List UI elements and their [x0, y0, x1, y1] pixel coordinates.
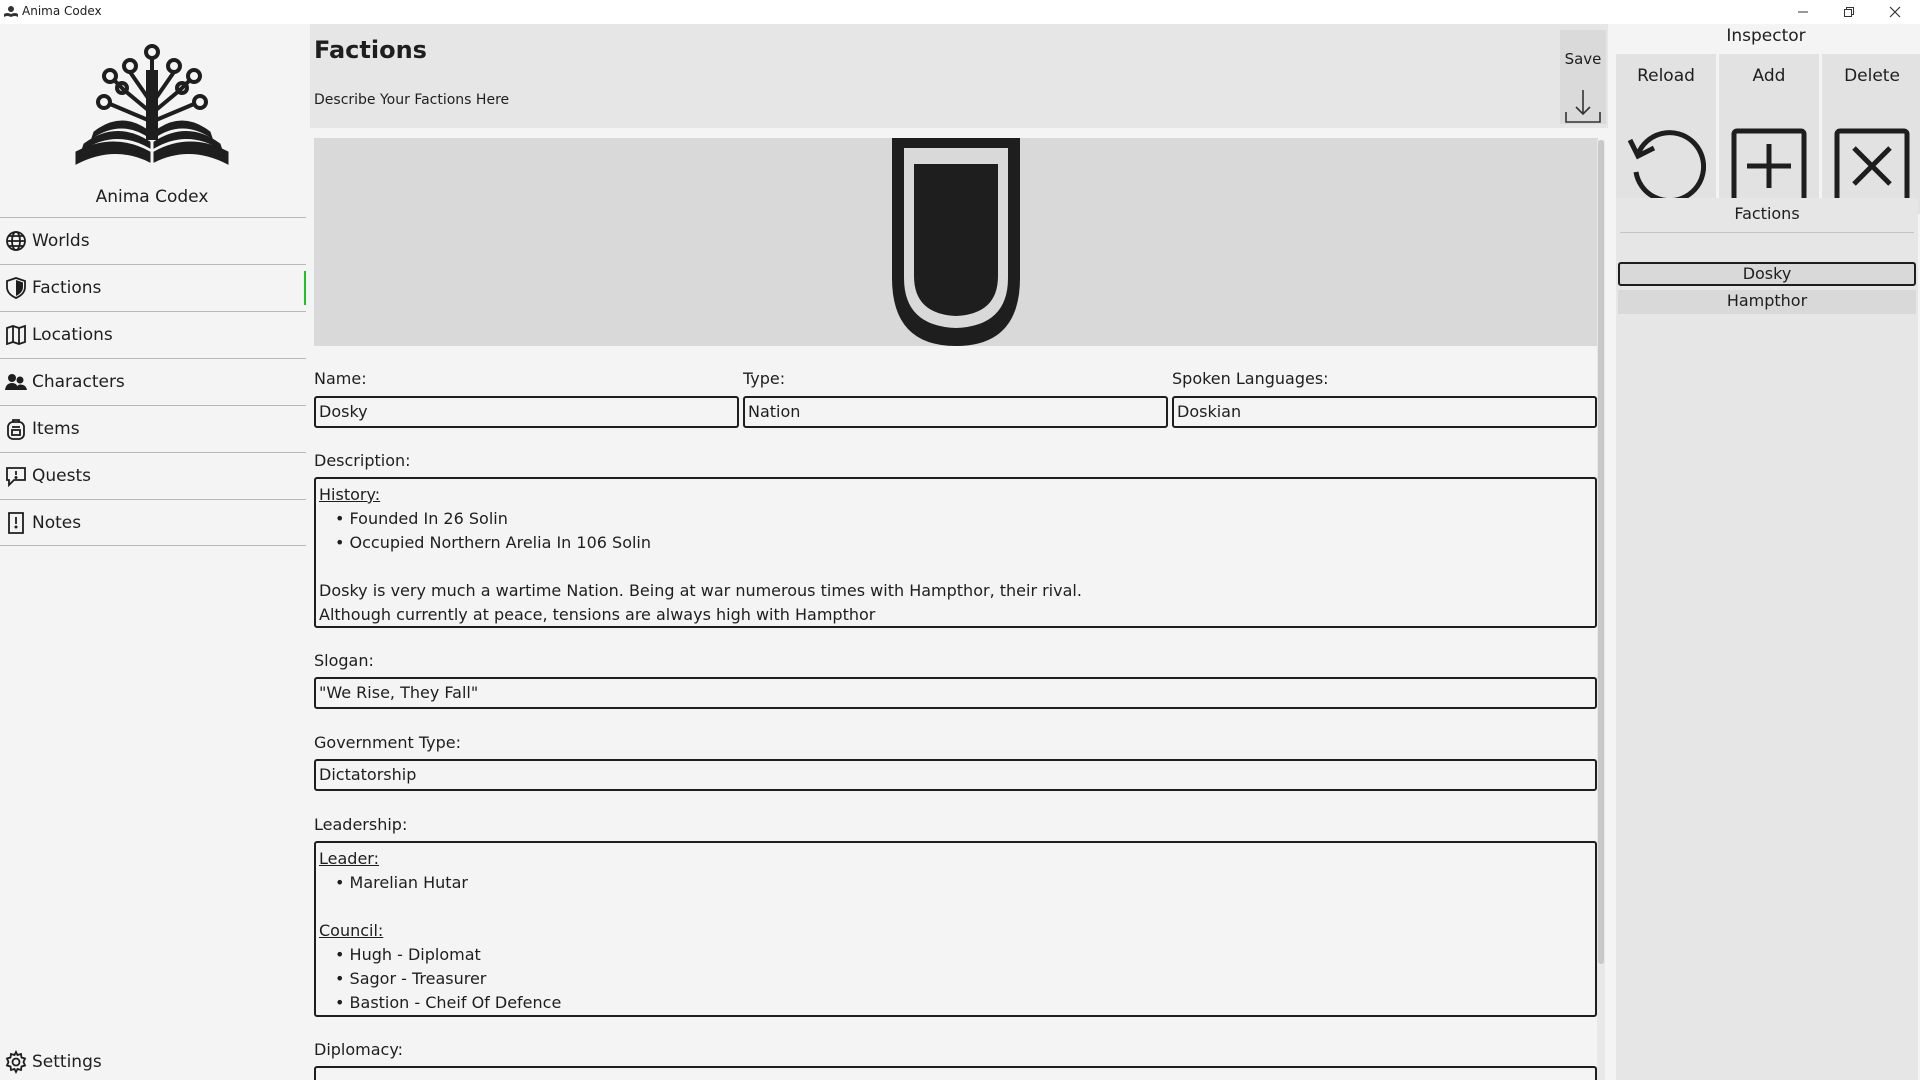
- type-label: Type:: [743, 369, 786, 388]
- council-heading: Council:: [319, 921, 384, 940]
- list-item: • Marelian Hutar: [335, 871, 1592, 895]
- list-item: • Founded In 26 Solin: [335, 507, 1592, 531]
- minimize-button[interactable]: [1780, 0, 1826, 24]
- add-button[interactable]: [1719, 54, 1819, 214]
- book-tree-logo-icon: [74, 40, 230, 168]
- characters-icon: [5, 371, 27, 393]
- save-label: Save: [1564, 50, 1602, 68]
- leadership-label: Leadership:: [314, 815, 408, 834]
- sidebar-item-quests[interactable]: [0, 452, 306, 499]
- reload-label: Reload: [1637, 66, 1695, 86]
- sidebar-nav: [0, 217, 306, 546]
- history-heading: History:: [319, 485, 381, 504]
- settings-label: Settings: [32, 1052, 102, 1072]
- backpack-icon: [5, 418, 27, 440]
- plus-icon: [1729, 126, 1809, 206]
- list-item: • Hugh - Diplomat: [335, 943, 1592, 967]
- faction-list-item-hampthor[interactable]: Hampthor: [1618, 290, 1916, 314]
- title-bar: [0, 0, 1920, 24]
- save-button[interactable]: [1560, 30, 1606, 124]
- sidebar-item-notes[interactable]: [0, 499, 306, 546]
- minimize-icon: [1797, 6, 1809, 18]
- delete-label: Delete: [1844, 66, 1900, 86]
- shield-icon: [5, 277, 27, 299]
- list-item: • Occupied Northern Arelia In 106 Solin: [335, 531, 1592, 555]
- gear-icon: [4, 1050, 28, 1074]
- description-line: Dosky is very much a wartime Nation. Being at war numerous times with Hampthor, their rival.: [319, 581, 1082, 600]
- sidebar-item-locations[interactable]: [0, 311, 306, 358]
- list-title: Factions: [1734, 204, 1800, 223]
- sidebar-item-items[interactable]: [0, 405, 306, 452]
- delete-x-icon: [1832, 126, 1912, 206]
- map-icon: [5, 324, 27, 346]
- leader-heading: Leader:: [319, 849, 379, 868]
- sidebar: [0, 24, 306, 1080]
- settings-button[interactable]: [4, 1050, 102, 1074]
- sidebar-item-characters[interactable]: [0, 358, 306, 405]
- close-icon: [1889, 6, 1901, 18]
- add-label: Add: [1752, 66, 1786, 86]
- government-label: Government Type:: [314, 733, 462, 752]
- page-subtitle: Describe Your Factions Here: [314, 92, 510, 108]
- sidebar-item-label: Quests: [32, 466, 91, 486]
- type-input[interactable]: Nation: [743, 396, 1168, 428]
- page-header: [310, 24, 1608, 128]
- slogan-label: Slogan:: [314, 651, 374, 670]
- name-input[interactable]: Dosky: [314, 396, 739, 428]
- download-icon: [1564, 88, 1602, 126]
- faction-list-item-dosky[interactable]: Dosky: [1618, 262, 1916, 286]
- notes-icon: [5, 512, 27, 534]
- app-icon: [3, 4, 19, 20]
- description-label: Description:: [314, 451, 411, 470]
- languages-input[interactable]: Doskian: [1172, 396, 1597, 428]
- sidebar-item-label: Locations: [32, 325, 113, 345]
- faction-shield-icon: [890, 138, 1022, 346]
- inspector-title: Inspector: [1726, 26, 1806, 46]
- faction-banner[interactable]: [314, 138, 1598, 346]
- restore-button[interactable]: [1826, 0, 1872, 24]
- close-button[interactable]: [1872, 0, 1918, 24]
- sidebar-item-label: Factions: [32, 278, 102, 298]
- window-title: Anima Codex: [22, 4, 102, 18]
- sidebar-item-worlds[interactable]: [0, 217, 306, 264]
- list-divider: [1620, 232, 1914, 233]
- scrollbar-thumb[interactable]: [1598, 140, 1604, 964]
- sidebar-item-label: Notes: [32, 512, 82, 533]
- name-label: Name:: [314, 369, 367, 388]
- list-item: • Bastion - Cheif Of Defence: [335, 991, 1592, 1015]
- description-textarea[interactable]: [314, 477, 1597, 628]
- list-item: • Sagor - Treasurer: [335, 967, 1592, 991]
- diplomacy-textarea[interactable]: [314, 1066, 1597, 1080]
- brand-name: Anima Codex: [95, 187, 209, 207]
- slogan-input[interactable]: "We Rise, They Fall": [314, 677, 1597, 709]
- delete-button[interactable]: [1822, 54, 1920, 214]
- government-input[interactable]: Dictatorship: [314, 759, 1597, 791]
- faction-list-panel: [1616, 198, 1918, 1080]
- reload-icon: [1626, 126, 1706, 206]
- faction-form[interactable]: [314, 138, 1598, 1080]
- inspector-panel: [1612, 24, 1920, 1080]
- sidebar-item-factions[interactable]: [0, 264, 306, 311]
- content-scrollbar[interactable]: [1597, 140, 1605, 1080]
- languages-label: Spoken Languages:: [1172, 369, 1329, 388]
- globe-icon: [5, 230, 27, 252]
- diplomacy-label: Diplomacy:: [314, 1040, 404, 1059]
- description-line: Although currently at peace, tensions are always high with Hampthor: [319, 605, 876, 624]
- page-title: Factions: [314, 36, 427, 64]
- restore-icon: [1843, 6, 1855, 18]
- sidebar-item-label: Worlds: [32, 231, 90, 251]
- reload-button[interactable]: [1616, 54, 1716, 214]
- quest-icon: [5, 465, 27, 487]
- sidebar-item-label: Characters: [32, 372, 125, 392]
- leadership-textarea[interactable]: [314, 841, 1597, 1017]
- sidebar-item-label: Items: [32, 419, 80, 439]
